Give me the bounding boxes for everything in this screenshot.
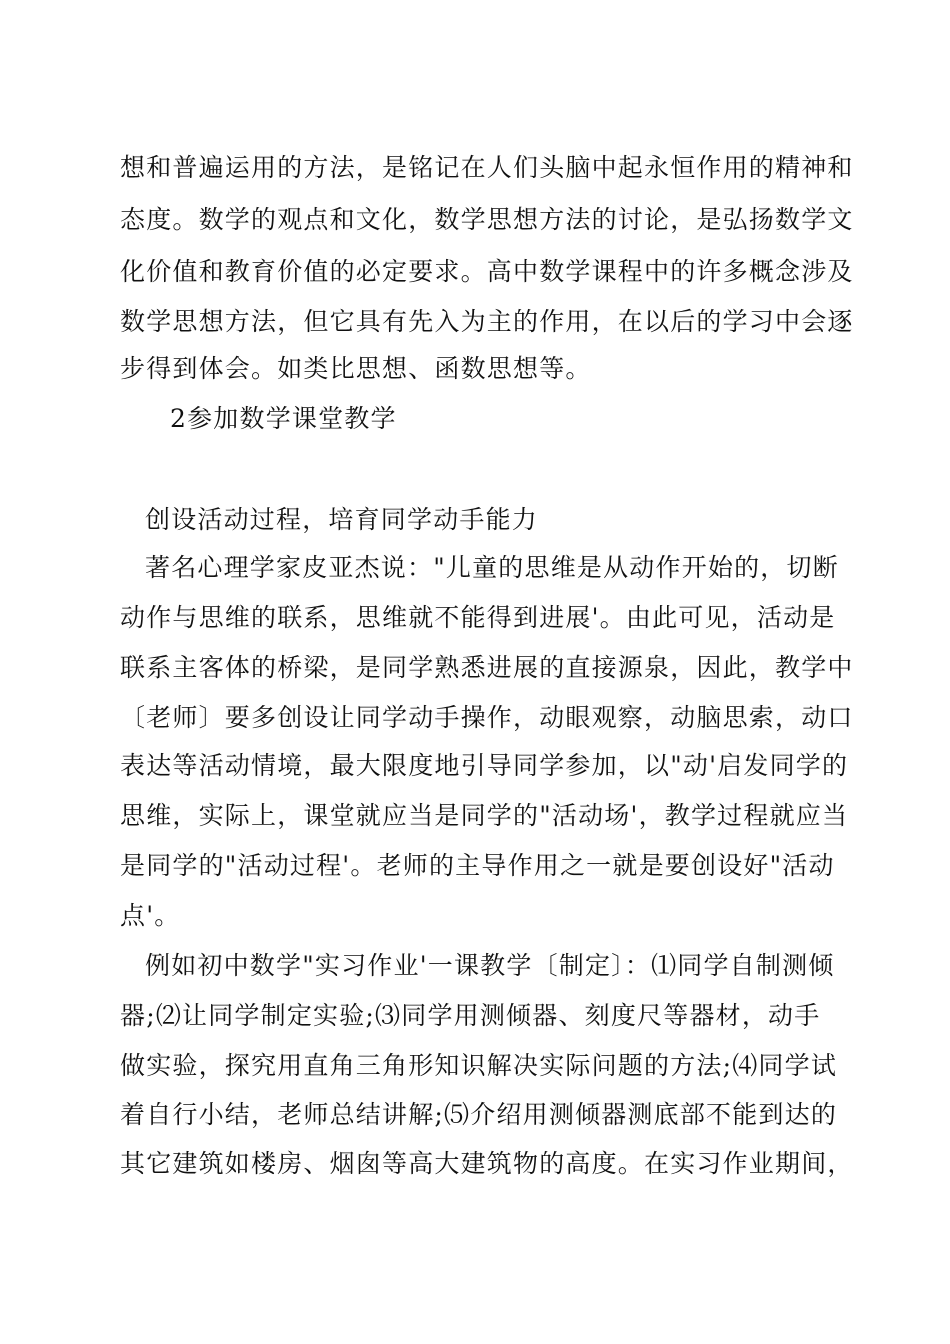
paragraph-2-line-1: 著名心理学家皮亚杰说："儿童的思维是从动作开始的，切断 bbox=[145, 553, 839, 582]
paragraph-3-line-2: 器;⑵让同学制定实验;⑶同学用测倾器、刻度尺等器材，动手 bbox=[120, 1001, 821, 1030]
paragraph-2-line-4: 〔老师〕要多创设让同学动手操作，动眼观察，动脑思索，动口 bbox=[120, 703, 854, 732]
section-heading: 2参加数学课堂教学 bbox=[170, 404, 397, 433]
paragraph-2-line-6: 思维，实际上，课堂就应当是同学的"活动场'，教学过程就应当 bbox=[120, 801, 849, 830]
paragraph-3-line-4: 着自行小结，老师总结讲解;⑸介绍用测倾器测底部不能到达的 bbox=[120, 1100, 838, 1129]
paragraph-1-line-3: 化价值和教育价值的必定要求。高中数学课程中的许多概念涉及 bbox=[120, 257, 854, 286]
paragraph-2-line-8: 点'。 bbox=[120, 901, 181, 930]
paragraph-1-line-4: 数学思想方法，但它具有先入为主的作用，在以后的学习中会逐 bbox=[120, 307, 854, 336]
paragraph-1-line-5: 步得到体会。如类比思想、函数思想等。 bbox=[120, 354, 592, 383]
paragraph-2-line-7: 是同学的"活动过程'。老师的主导作用之一就是要创设好"活动 bbox=[120, 851, 835, 880]
paragraph-1-line-2: 态度。数学的观点和文化，数学思想方法的讨论，是弘扬数学文 bbox=[120, 205, 854, 234]
paragraph-3-line-3: 做实验，探究用直角三角形知识解决实际问题的方法;⑷同学试 bbox=[120, 1051, 838, 1080]
subheading: 创设活动过程，培育同学动手能力 bbox=[145, 505, 539, 534]
paragraph-2-line-5: 表达等活动情境，最大限度地引导同学参加，以"动'启发同学的 bbox=[120, 751, 849, 780]
paragraph-3-line-1: 例如初中数学"实习作业'一课教学〔制定〕：⑴同学自制测倾 bbox=[145, 951, 835, 980]
paragraph-2-line-3: 联系主客体的桥梁，是同学熟悉进展的直接源泉，因此，教学中 bbox=[120, 653, 854, 682]
paragraph-2-line-2: 动作与思维的联系，思维就不能得到进展'。由此可见，活动是 bbox=[120, 603, 836, 632]
paragraph-3-line-5: 其它建筑如楼房、烟囱等高大建筑物的高度。在实习作业期间， bbox=[120, 1149, 854, 1178]
paragraph-1-line-1: 想和普遍运用的方法，是铭记在人们头脑中起永恒作用的精神和 bbox=[120, 153, 854, 182]
